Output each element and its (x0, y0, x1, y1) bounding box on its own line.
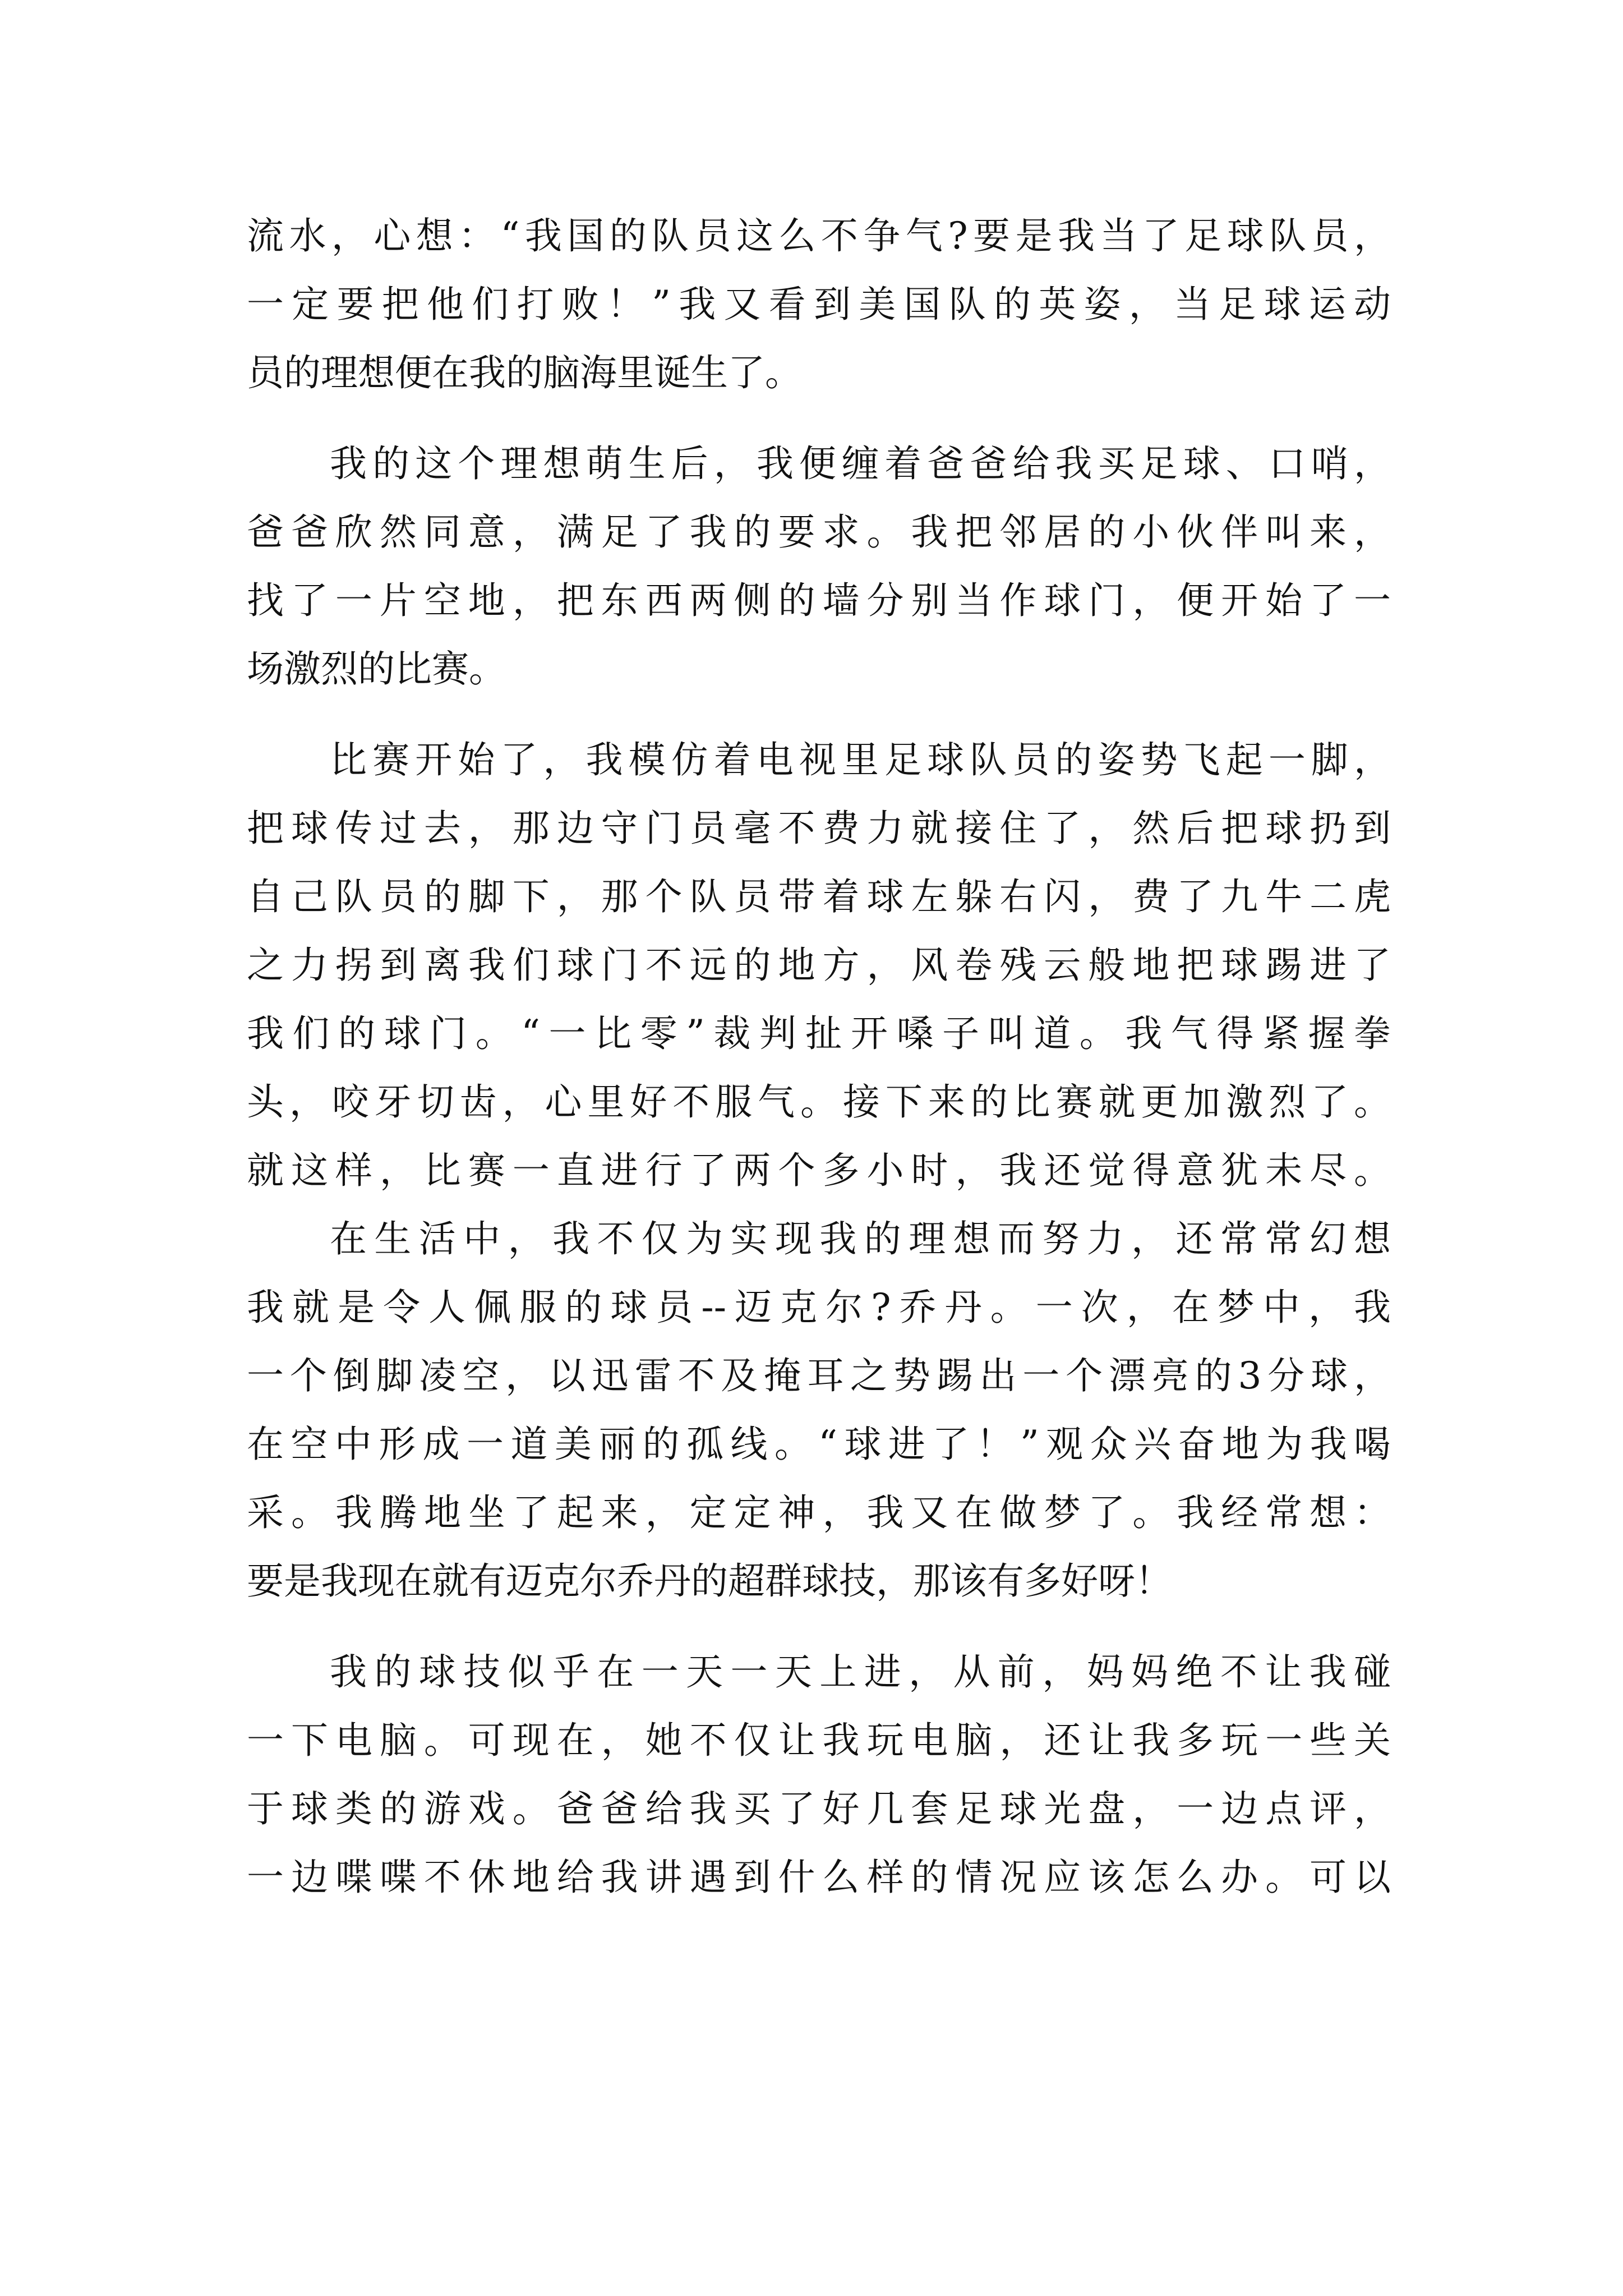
text-line: 找了一片空地，把东西两侧的墙分别当作球门，便开始了一 (247, 579, 1391, 622)
text-line: 自己队员的脚下，那个队员带着球左躲右闪，费了九牛二虎 (247, 875, 1391, 918)
paragraph (247, 202, 1391, 407)
text-line: 比赛开始了，我模仿着电视里足球队员的姿势飞起一脚， (330, 738, 1391, 781)
text-line: 之力拐到离我们球门不远的地方，风卷残云般地把球踢进了 (247, 944, 1391, 987)
paragraph (247, 726, 1391, 1205)
paragraph (247, 1205, 1391, 1616)
text-line: 我的球技似乎在一天一天上进，从前，妈妈绝不让我碰 (330, 1650, 1391, 1694)
text-line: 一边喋喋不休地给我讲遇到什么样的情况应该怎么办。可以 (247, 1856, 1391, 1899)
text-line: 就这样，比赛一直进行了两个多小时，我还觉得意犹未尽。 (247, 1149, 1391, 1192)
text-line: 流水，心想：“我国的队员这么不争气?要是我当了足球队员， (247, 214, 1391, 257)
text-line: 采。我腾地坐了起来，定定神，我又在做梦了。我经常想： (247, 1491, 1391, 1534)
text-line: 我的这个理想萌生后，我便缠着爸爸给我买足球、口哨， (330, 442, 1391, 485)
text-line: 要是我现在就有迈克尔乔丹的超群球技，那该有多好呀！ (247, 1559, 1172, 1603)
paragraph (247, 1638, 1391, 1912)
text-line: 一下电脑。可现在，她不仅让我玩电脑，还让我多玩一些关 (247, 1719, 1391, 1762)
text-line: 头，咬牙切齿，心里好不服气。接下来的比赛就更加激烈了。 (247, 1080, 1391, 1124)
text-line: 爸爸欣然同意，满足了我的要求。我把邻居的小伙伴叫来， (247, 510, 1391, 554)
text-line: 我就是令人佩服的球员--迈克尔?乔丹。一次，在梦中，我 (247, 1286, 1391, 1329)
text-line: 在生活中，我不仅为实现我的理想而努力，还常常幻想 (330, 1217, 1391, 1260)
text-line: 一定要把他们打败！”我又看到美国队的英姿，当足球运动 (247, 283, 1391, 326)
text-line: 于球类的游戏。爸爸给我买了好几套足球光盘，一边点评， (247, 1787, 1391, 1830)
text-line: 在空中形成一道美丽的孤线。“球进了！”观众兴奋地为我喝 (247, 1423, 1391, 1466)
text-line: 场激烈的比赛。 (247, 647, 506, 691)
text-line: 把球传过去，那边守门员毫不费力就接住了，然后把球扔到 (247, 807, 1391, 850)
paragraph (247, 430, 1391, 703)
text-line: 我们的球门。“一比零”裁判扯开嗓子叫道。我气得紧握拳 (247, 1012, 1391, 1055)
text-line: 一个倒脚凌空，以迅雷不及掩耳之势踢出一个漂亮的3分球， (247, 1354, 1391, 1397)
body-text (247, 202, 1391, 1912)
text-line: 员的理想便在我的脑海里诞生了。 (247, 351, 802, 394)
